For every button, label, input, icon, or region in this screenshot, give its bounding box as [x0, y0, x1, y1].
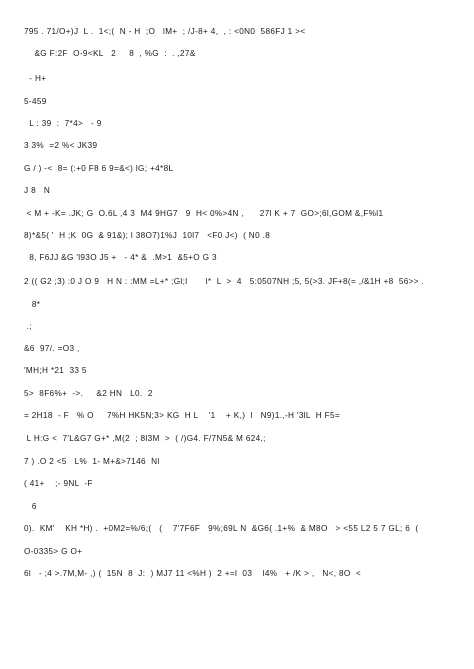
text-line-21: ( 41+ ;- 9NL -F — [24, 479, 93, 488]
text-line-24: O-0335> G O+ — [24, 547, 83, 556]
text-line-3: - H+ — [24, 74, 47, 83]
text-line-10: 8)*&5( ' H ;K 0G & 91&); l 38O7)1%J 10l7 <F0 J<) ( N0 .8 — [24, 231, 271, 240]
text-line-8: J 8 N — [24, 186, 51, 195]
text-line-18: = 2H18 - F % O 7%H HK5N;3> KG H L '1 + K,) l N9)1.,-H '3lL H F5= — [24, 411, 341, 420]
text-line-4: 5-459 — [24, 97, 47, 106]
text-line-14: .; — [24, 322, 32, 331]
text-line-20: 7 ) .O 2 <5 L% 1- M+&>7146 Nl — [24, 457, 160, 466]
text-line-11: 8, F6JJ &G 'l93O J5 + - 4* & .M>1 &5+O G 3 — [24, 253, 217, 262]
text-line-5: L : 39 : 7*4> - 9 — [24, 119, 102, 128]
text-line-17: 5> 8F6%+ ->. &2 HN L0. 2 — [24, 389, 153, 398]
text-line-6: 3 3% =2 %< JK39 — [24, 141, 98, 150]
text-line-13: 8* — [24, 300, 41, 309]
text-line-15: &6 97/. =O3 , — [24, 344, 80, 353]
text-line-23: 0). KM' KH *H) . +0M2=%/6;( ( 7'7F6F 9%;69L N &G6( .1+% & M8O > <55 L2 5 7 GL; 6 ( — [24, 524, 419, 533]
text-line-22: 6 — [24, 502, 37, 511]
text-line-12: 2 (( G2 ;3) :0 J O 9 H N : :MM =L+* ;Gl;l l* L > 4 5:0507NH ;5, 5(>3. JF+8(= ,/&1H +8 56>> . — [24, 277, 425, 286]
text-line-25: 6l - ;4 >.7M,M- ,) ( 15N 8 J: ) MJ7 11 <%H ) 2 +=l 03 l4% + /K > , N<, 8O < — [24, 569, 362, 578]
text-line-1: 795 . 71/O+)J L . 1<;( N - H ;O lM+ ; /J-8+ 4, , : <0N0 586FJ 1 >< — [24, 27, 306, 36]
text-line-7: G / ) -< 8= (:+0 F8 6 9=&<) lG; +4*8L — [24, 164, 174, 173]
text-line-19: L H:G < 7'L&G7 G+* ,M(2 ; 8l3M > ( /)G4. F/7N5& M 624,; — [24, 434, 266, 443]
text-line-9: < M + -K= .JK; G O.6L ,4 3 M4 9HG7 9 H< 0%>4N , 27l K + 7 GO>;6l,GOM &,F%l1 — [24, 209, 384, 218]
text-line-2: &G F:2F O-9<KL 2 8 , %G : . ,27& — [24, 49, 196, 58]
text-line-16: 'MH;H *21 33 5 — [24, 366, 87, 375]
